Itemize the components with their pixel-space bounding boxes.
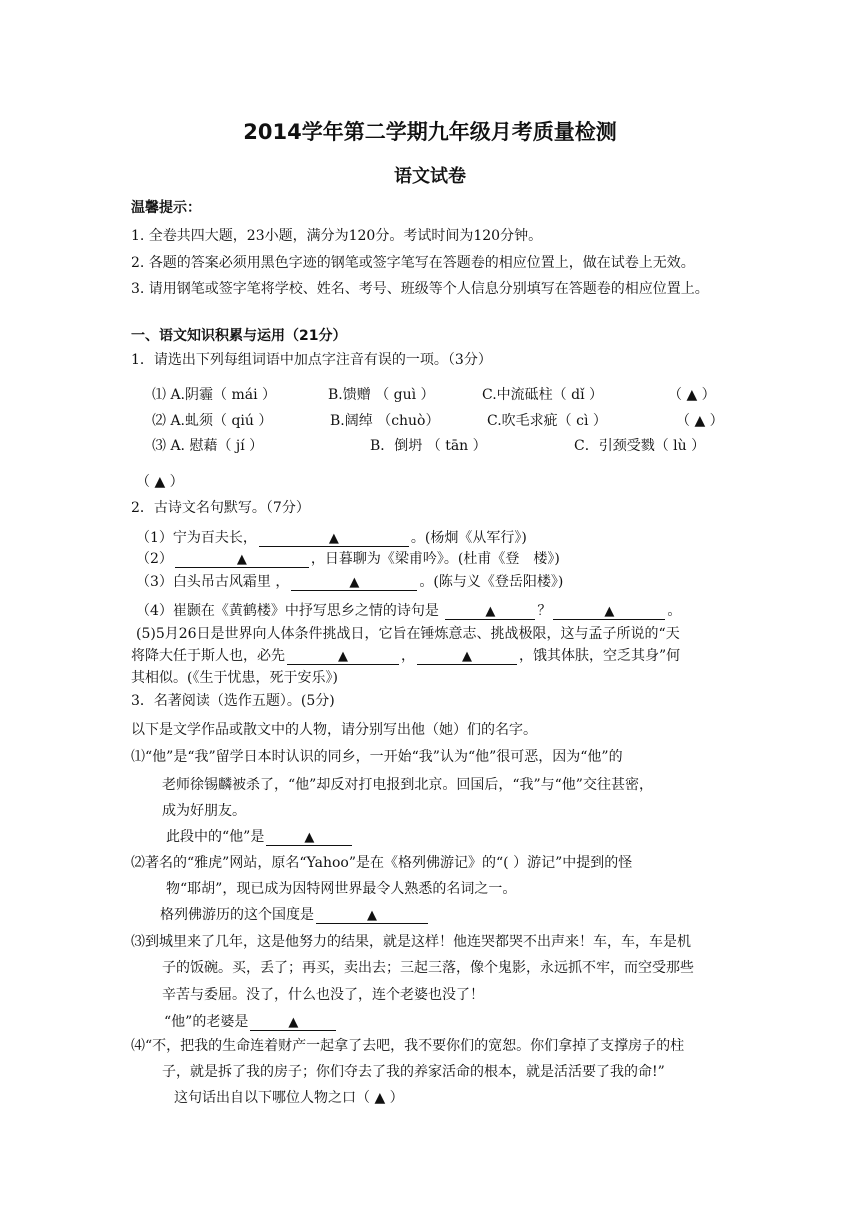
q1-row2-answer: （ ▲ ） <box>676 413 724 429</box>
tip-2: 2. 各题的答案必须用黑色字迹的钢笔或签字笔写在答题卷的相应位置上，做在试卷上无效。 <box>131 255 695 271</box>
q1-row2-c: C.吹毛求疵（ cì ） <box>487 413 607 429</box>
q2-stem: 2．古诗文名句默写。（7分） <box>131 500 310 516</box>
q2-line-5c: 其相似。(《生于忧患，死于安乐》) <box>131 670 338 686</box>
q1-row1-answer: （ ▲ ） <box>668 387 716 403</box>
q3-p1-line3: 成为好朋友。 <box>162 803 246 819</box>
q1-row2-a: ⑵ A.虬须（ qiú ） <box>152 413 273 429</box>
q1-row3-b: B．倒坍 （ tān ） <box>370 438 487 454</box>
q1-row3-c: C．引颈受戮（ lù ） <box>574 438 706 454</box>
q3-answer-3: “他”的老婆是 ▲ <box>164 1012 338 1032</box>
answer-blank[interactable]: ▲ <box>250 1014 336 1031</box>
q3-answer-1: 此段中的“他”是 ▲ <box>166 827 354 847</box>
q2-line-4: （4）崔颢在《黄鹤楼》中抒写思乡之情的诗句是 ▲ ？ ▲ 。 <box>136 603 682 619</box>
q2-line-1: （1）宁为百夫长， ▲ 。(杨炯《从军行》) <box>136 530 527 546</box>
q3-answer-2: 格列佛游历的这个国度是 ▲ <box>160 905 430 925</box>
q3-p4-line2: 子，就是拆了我的房子；你们夺去了我的养家活命的根本，就是活活要了我的命!” <box>162 1064 665 1080</box>
section-1-heading: 一、语文知识积累与运用（21分） <box>131 328 347 344</box>
q1-row1-a: ⑴ A.阴霾（ mái ） <box>152 387 277 403</box>
q2-line-2: （2） ▲ ，日暮聊为《梁甫吟》。(杜甫《登 楼》) <box>136 551 560 567</box>
q3-p2-line2: 物“耶胡”，现已成为因特网世界最令人熟悉的名词之一。 <box>166 881 517 897</box>
q3-p1-line2: 老师徐锡麟被杀了，“他”却反对打电报到北京。回国后，“我”与“他”交往甚密， <box>162 777 653 793</box>
tip-1: 1. 全卷共四大题，23小题，满分为120分。考试时间为120分钟。 <box>131 228 543 244</box>
answer-blank[interactable]: ▲ <box>291 574 417 591</box>
q1-row1-c: C.中流砥柱（ dǐ ） <box>482 387 604 403</box>
q3-p2-line1: ⑵著名的“雅虎”网站，原名“Yahoo”是在《格列佛游记》的“( ）游记”中提到的怪 <box>131 855 633 871</box>
q1-row3-answer: （ ▲ ） <box>136 474 184 490</box>
q1-row2-b: B.阔绰 （chuò） <box>330 413 440 429</box>
answer-blank[interactable]: ▲ <box>445 603 535 620</box>
q1-row1-b: B.馈赠 （ guì ） <box>328 387 435 403</box>
q3-stem: 3．名著阅读（选作五题）。(5分) <box>131 693 335 709</box>
q3-intro: 以下是文学作品或散文中的人物，请分别写出他（她）们的名字。 <box>131 722 537 738</box>
exam-title: 2014学年第二学期九年级月考质量检测 <box>243 120 617 144</box>
q3-answer-4: 这句话出自以下哪位人物之口（ ▲ ） <box>174 1090 404 1106</box>
q1-row3-a: ⑶ A. 慰藉（ jí ） <box>152 438 264 454</box>
tips-heading: 温馨提示： <box>131 200 201 216</box>
q3-p3-line3: 辛苦与委屈。没了，什么也没了，连个老婆也没了！ <box>162 987 484 1003</box>
answer-blank[interactable]: ▲ <box>175 551 309 568</box>
answer-blank[interactable]: ▲ <box>266 829 352 846</box>
answer-blank[interactable]: ▲ <box>316 907 428 924</box>
answer-blank[interactable]: ▲ <box>417 648 517 665</box>
answer-blank[interactable]: ▲ <box>259 530 409 547</box>
q3-p3-line2: 子的饭碗。买，丢了；再买，卖出去；三起三落，像个鬼影，永远抓不牢，而空受那些 <box>162 960 694 976</box>
q3-p3-line1: ⑶到城里来了几年，这是他努力的结果，就是这样！他连哭都哭不出声来！车，车，车是机 <box>131 934 691 950</box>
q3-p4-line1: ⑷“不，把我的生命连着财产一起拿了去吧，我不要你们的宽恕。你们拿掉了支撑房子的柱 <box>131 1038 685 1054</box>
answer-blank[interactable]: ▲ <box>553 603 665 620</box>
q2-line-5b: 将降大任于斯人也，必先 ▲ ， ▲ ，饿其体肤，空乏其身”何 <box>131 648 681 664</box>
exam-subtitle: 语文试卷 <box>394 166 466 187</box>
q3-p1-line1: ⑴“他”是“我”留学日本时认识的同乡，一开始“我”认为“他”很可恶，因为“他”的 <box>131 749 623 765</box>
q1-stem: 1．请选出下列每组词语中加点字注音有误的一项。（3分） <box>131 352 492 368</box>
q2-line-5a: (5)5月26日是世界向人体条件挑战日，它旨在锤炼意志、挑战极限，这与孟子所说的“天 <box>136 626 680 642</box>
answer-blank[interactable]: ▲ <box>287 648 399 665</box>
q2-line-3: （3）白头吊古风霜里 ， ▲ 。(陈与义《登岳阳楼》) <box>136 574 564 590</box>
tip-3: 3. 请用钢笔或签字笔将学校、姓名、考号、班级等个人信息分别填写在答题卷的相应位置上。 <box>131 281 709 297</box>
